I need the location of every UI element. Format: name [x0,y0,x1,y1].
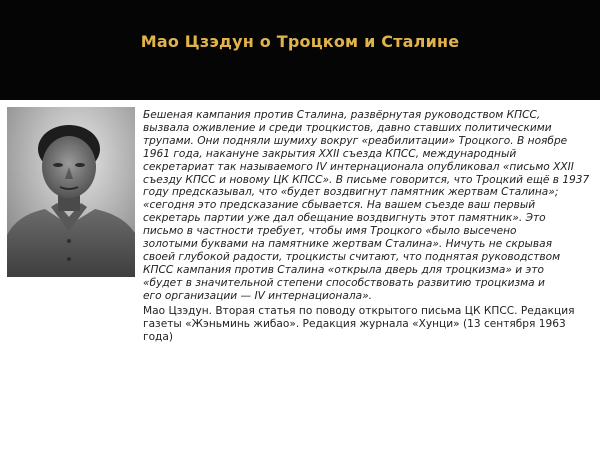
source-line: Мао Цзэдун. Вторая статья по поводу открытого письма ЦК КПСС. Редакция [143,305,575,317]
source-line: года) [143,330,173,343]
portrait-photo [7,107,135,277]
source-citation [143,305,593,344]
quote-line: съезду КПСС и новому ЦК КПСС». В письме говорится, что Троцкий ещё в 1937 [143,173,590,186]
quote-line: трупами. Они подняли шумиху вокруг «реабилитации» Троцкого. В ноябре [143,134,568,147]
quote-line: году предсказывал, что «будет воздвигнут памятник жертвам Сталина»; [143,186,559,199]
quote-line: «будет в значительной степени способствовать развитию троцкизма и [143,276,545,289]
quote-line: КПСС кампания против Сталина «открыла дверь для троцкизма» и это [143,263,544,276]
quote-line: письмо в частности требует, чтобы имя Троцкого «было высечено [143,225,517,238]
quote-text [143,109,593,303]
quote-line: золотыми буквами на памятнике жертвам Сталина». Ничуть не скрывая [143,238,553,251]
source-line: газеты «Жэньминь жибао». Редакция журнала «Хунци» (13 сентября 1963 [143,317,566,330]
quote-line: вызвала оживление и среди троцкистов, давно ставших политическими [143,121,552,134]
quote-line: его организации — IV интернационала». [143,289,372,302]
quote-line: 1961 года, накануне закрытия XXII съезда КПСС, международный [143,147,517,160]
quote-line: секретарь партии уже дал обещание воздвигнуть этот памятник». Это [143,212,546,225]
slide-title: Мао Цзэдун о Троцком и Сталине [140,32,460,51]
quote-line: своей глубокой радости, троцкисты считают, что поднятая руководством [143,250,561,263]
quote-line: секретариат так называемого IV интернационала опубликовал «письмо XXII [143,160,574,173]
portrait-illustration [7,107,135,277]
quote-line: «сегодня это предсказание сбывается. На вашем съезде ваш первый [143,199,536,212]
quote-line: Бешеная кампания против Сталина, развёрнутая руководством КПСС, [143,109,541,121]
